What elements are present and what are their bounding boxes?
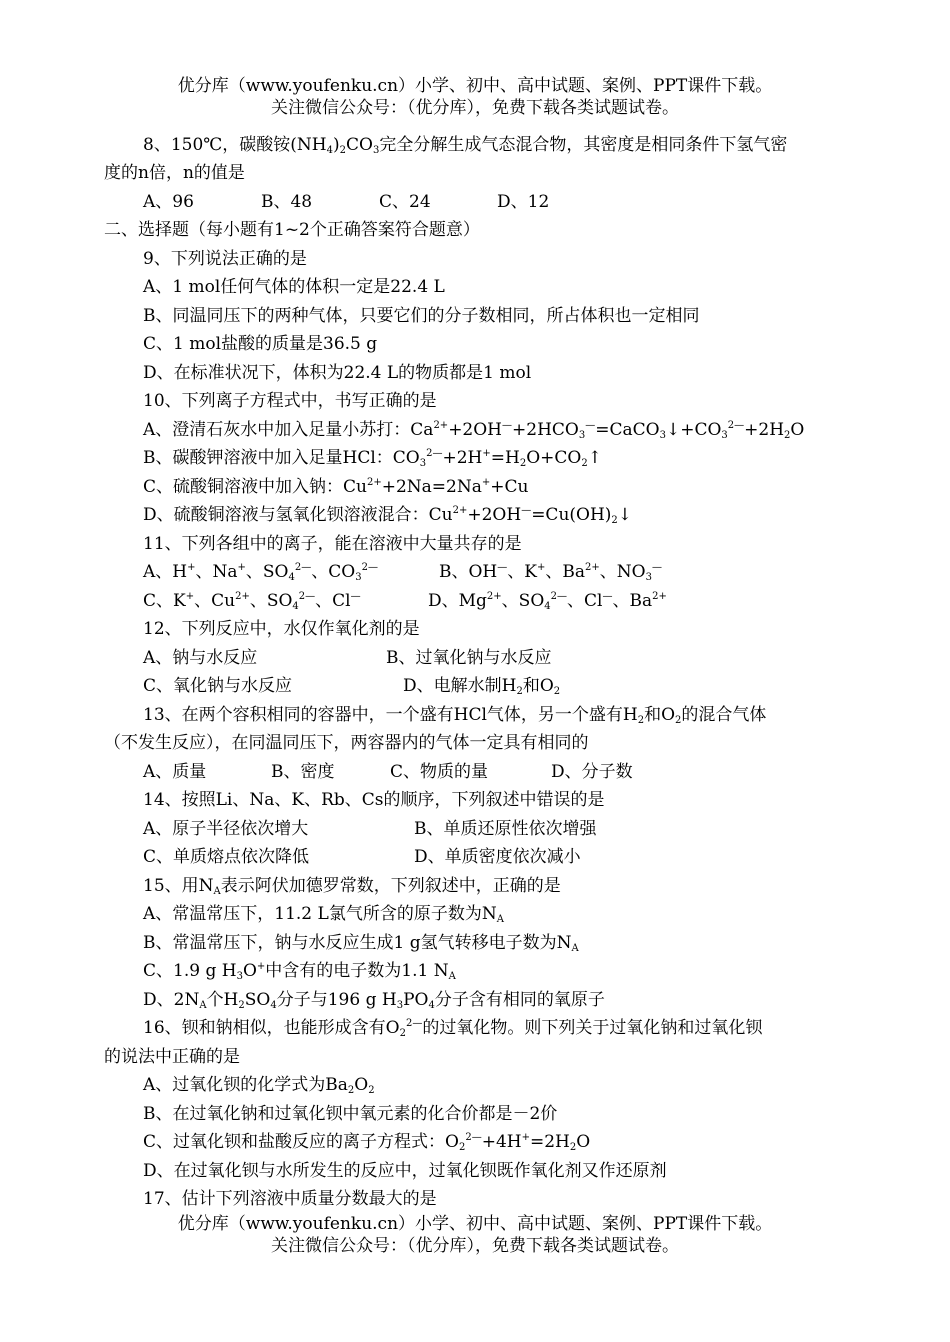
footer-line-1: 优分库（www.youfenku.cn）小学、初中、高中试题、案例、PPT课件下载。 — [177, 1214, 773, 1234]
q14-option-c: C、单质熔点依次降低 — [143, 847, 310, 867]
q13-option-d: D、分子数 — [551, 762, 633, 782]
q13-stem-line2: （不发生反应），在同温同压下，两容器内的气体一定具有相同的 — [104, 733, 589, 753]
q8-stem: 8、150℃，碳酸铵$(NH_4)_2CO_3$完全分解生成气态混合物，其密度是相同条件下氢气密 — [143, 135, 788, 156]
q12-option-b: B、过氧化钠与水反应 — [386, 648, 552, 668]
q11-stem: 11、下列各组中的离子，能在溶液中大量共存的是 — [143, 534, 522, 554]
q11-option-b: B、OH—、K+、$Ba^{2+}$、$NO_3^—$ — [439, 562, 662, 583]
q14-option-a: A、原子半径依次增大 — [143, 819, 309, 839]
q11-option-a: A、H+、Na+、$SO_4^{2—}$、$CO_3^{2—}$ — [143, 562, 378, 583]
q13-option-a: A、质量 — [143, 762, 207, 782]
q13-option-b: B、密度 — [271, 762, 335, 782]
q16-option-c: C、过氧化钡和盐酸反应的离子方程式：$O_2^{2—}+4H^+=2H_2O$ — [143, 1132, 591, 1153]
q14-option-b: B、单质还原性依次增强 — [414, 819, 597, 839]
q9-option-c: C、1 mol盐酸的质量是36.5 g — [143, 334, 378, 354]
q13-stem: 13、在两个容积相同的容器中，一个盛有HCl气体，另一个盛有$H_2$和$O_2$的混合气体 — [143, 705, 767, 726]
q10-option-c: C、硫酸铜溶液中加入钠：$Cu^{2+}+2Na=2Na^++Cu$ — [143, 477, 529, 497]
q16-option-d: D、在过氧化钡与水所发生的反应中，过氧化钡既作氧化剂又作还原剂 — [143, 1161, 667, 1181]
q15-option-a: A、常温常压下，11.2 L氯气所含的原子数为$N_A$ — [143, 904, 504, 925]
q16-option-a: A、过氧化钡的化学式为$Ba_2O_2$ — [143, 1075, 375, 1096]
section-2-heading: 二、选择题（每小题有1~2个正确答案符合题意） — [104, 220, 480, 240]
q10-option-a: A、澄清石灰水中加入足量小苏打：$Ca^{2+}+2OH^—+2HCO_3^—=CaCO_3↓+CO_3^{2—}+2H_2O$ — [143, 420, 805, 441]
q12-option-a: A、钠与水反应 — [143, 648, 258, 668]
q12-option-c: C、氧化钠与水反应 — [143, 676, 293, 696]
q9-option-d: D、在标准状况下，体积为22.4 L的物质都是1 mol — [143, 363, 532, 383]
q15-stem: 15、用$N_A$表示阿伏加德罗常数，下列叙述中，正确的是 — [143, 876, 561, 897]
q15-option-d: D、$2N_A$个$H_2SO_4$分子与196 g $H_3PO_4$分子含有相同的氧原子 — [143, 990, 605, 1011]
q9-stem: 9、下列说法正确的是 — [143, 249, 307, 269]
header-line-2: 关注微信公众号：（优分库），免费下载各类试题试卷。 — [271, 98, 679, 118]
q16-stem: 16、钡和钠相似，也能形成含有$O_2^{2—}$的过氧化物。则下列关于过氧化钠和过氧化钡 — [143, 1018, 763, 1039]
q16-option-b: B、在过氧化钠和过氧化钡中氧元素的化合价都是－2价 — [143, 1104, 558, 1124]
q14-option-d: D、单质密度依次减小 — [414, 847, 581, 867]
q9-option-b: B、同温同压下的两种气体，只要它们的分子数相同，所占体积也一定相同 — [143, 306, 700, 326]
q15-option-c: C、1.9 g $H_3O^+$中含有的电子数为1.1 $N_A$ — [143, 961, 456, 982]
q12-stem: 12、下列反应中，水仅作氧化剂的是 — [143, 619, 420, 639]
q8-option-b: B、48 — [261, 192, 313, 212]
q8-stem-line2: 度的n倍，n的值是 — [104, 163, 245, 183]
q9-option-a: A、1 mol任何气体的体积一定是22.4 L — [143, 277, 445, 297]
q10-option-d: D、硫酸铜溶液与氢氧化钡溶液混合：$Cu^{2+}+2OH^—=Cu(OH)_2↓$ — [143, 505, 633, 526]
q10-stem: 10、下列离子方程式中，书写正确的是 — [143, 391, 437, 411]
q12-option-d: D、电解水制$H_2$和$O_2$ — [403, 676, 561, 697]
q8-option-a: A、96 — [143, 192, 194, 212]
q15-option-b: B、常温常压下，钠与水反应生成1 g氢气转移电子数为$N_A$ — [143, 933, 579, 954]
q13-option-c: C、物质的量 — [390, 762, 489, 782]
header-line-1: 优分库（www.youfenku.cn）小学、初中、高中试题、案例、PPT课件下载。 — [177, 76, 773, 96]
q17-stem: 17、估计下列溶液中质量分数最大的是 — [143, 1189, 437, 1209]
q10-option-b: B、碳酸钾溶液中加入足量HCl：$CO_3^{2—}+2H^+=H_2O+CO_2↑$ — [143, 448, 602, 469]
q11-option-c: C、K+、$Cu^{2+}$、$SO_4^{2—}$、Cl— — [143, 591, 361, 612]
q11-option-d: D、$Mg^{2+}$、$SO_4^{2—}$、Cl—、$Ba^{2+}$ — [428, 591, 667, 612]
q16-stem-line2: 的说法中正确的是 — [104, 1047, 240, 1067]
q8-option-d: D、12 — [497, 192, 550, 212]
footer-line-2: 关注微信公众号：（优分库），免费下载各类试题试卷。 — [271, 1236, 679, 1256]
q14-stem: 14、按照Li、Na、K、Rb、Cs的顺序，下列叙述中错误的是 — [143, 790, 605, 810]
q8-option-c: C、24 — [379, 192, 431, 212]
